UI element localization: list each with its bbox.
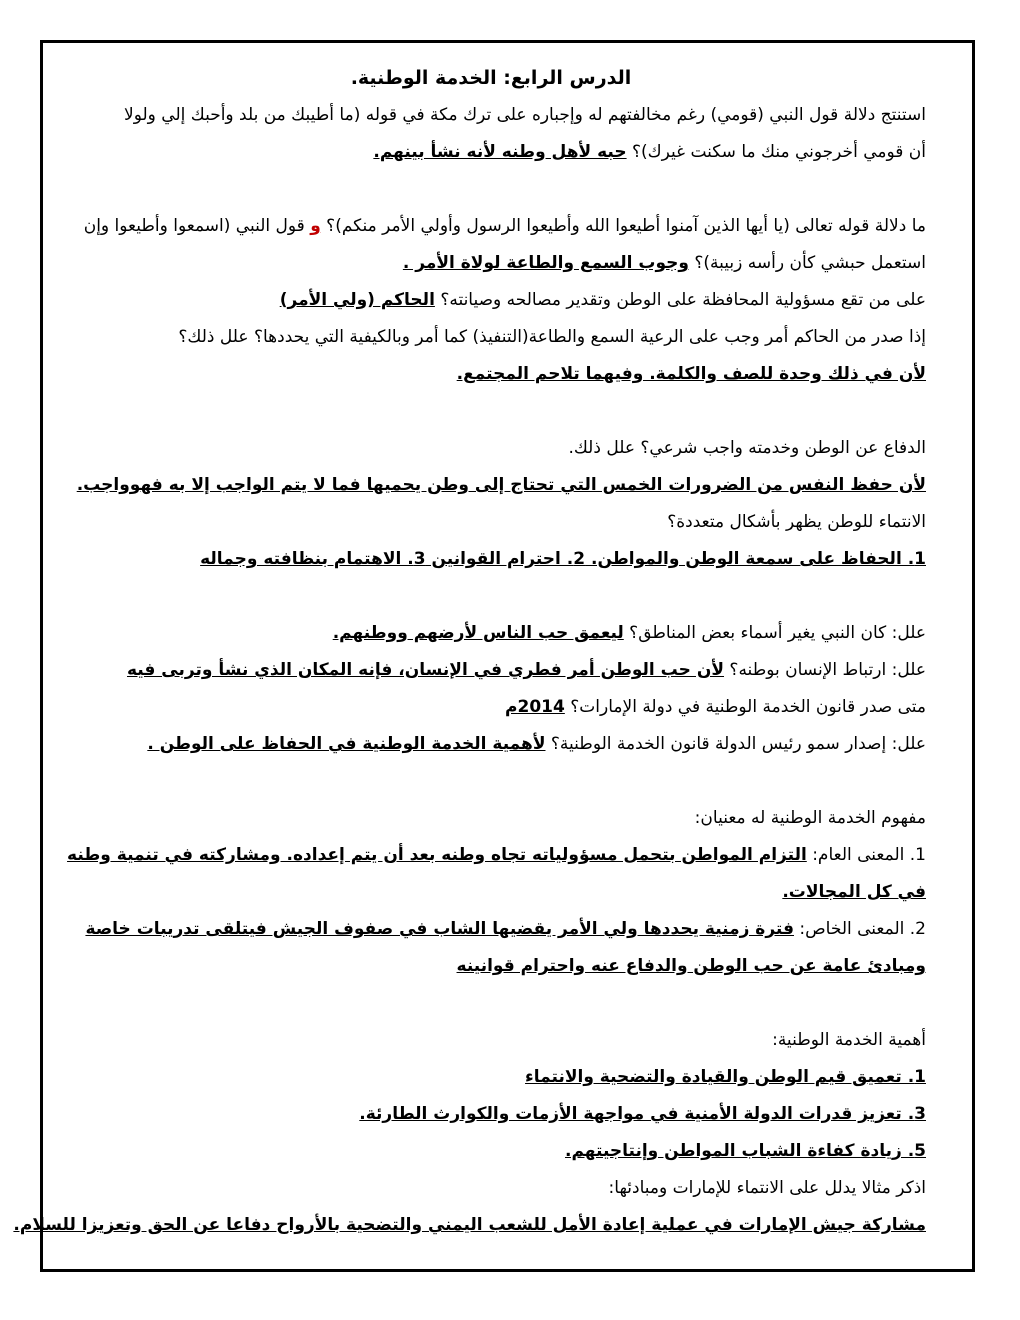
question-5-text: الدفاع عن الوطن وخدمته واجب شرعي؟ علل ذلك. [568,438,926,458]
question-2-line-2 [56,245,926,282]
question-2-line-1 [56,208,926,245]
question-4-text: إذا صدر من الحاكم أمر وجب على الرعية السمع والطاعة(التنفيذ) كما أمر وبالكيفية التي يحددها؟ علل ذلك؟ [178,327,926,347]
concept-general-label: 1. المعنى العام: [812,845,926,865]
question-6-answer-line [56,541,926,578]
question-7 [56,615,926,652]
question-2-conjunction: و [310,216,321,236]
concept-heading: مفهوم الخدمة الوطنية له معنيان: [694,808,926,828]
question-2-text: ما دلالة قوله تعالى (يا أيها الذين آمنوا أطيعوا الله وأطيعوا الرسول وأولي الأمر منكم)؟ [326,216,926,236]
question-4 [56,319,926,356]
question-3-text: على من تقع مسؤولية المحافظة على الوطن وتقدير مصالحه وصيانته؟ [440,290,926,310]
question-8-answer: لأن حب الوطن أمر فطري في الإنسان، فإنه المكان الذي نشأ وتربى فيه [127,660,725,680]
question-10 [56,726,926,763]
concept-special-answer: فترة زمنية يحددها ولي الأمر يقضيها الشاب في صفوف الجيش فيتلقى تدريبات خاصة ومبادئ عامة عن حب الوطن والدفاع عنه واحترام قوانينه [85,919,926,976]
question-8 [56,652,926,689]
question-3 [56,282,926,319]
question-4-answer: لأن في ذلك وحدة للصف والكلمة. وفيهما تلاحم المجتمع. [456,364,926,384]
question-5-answer-line [56,467,926,504]
spacer [56,578,926,615]
question-5-answer: لأن حفظ النفس من الضرورات الخمس التي تحتاج إلى وطن يحميها فما لا يتم الواجب إلا به فهوواجب. [76,475,926,495]
question-10-text: علل: إصدار سمو رئيس الدولة قانون الخدمة الوطنية؟ [550,734,926,754]
lesson-content [13,60,926,1244]
question-1-text: استنتج دلالة قول النبي (قومي) رغم مخالفتهم له وإجباره على ترك مكة في قوله (ما أطيبك من بلد وأحبك إلي ولولا [124,105,926,125]
question-8-text: علل: ارتباط الإنسان بوطنه؟ [729,660,926,680]
importance-item: 5. زيادة كفاءة الشباب المواطن وإنتاجيتهم. [565,1141,926,1161]
importance-item: 3. تعزيز قدرات الدولة الأمنية في مواجهة الأزمات والكوارث الطارئة. [359,1104,926,1124]
question-4-answer-line [56,356,926,393]
question-5 [56,430,926,467]
question-10-answer: لأهمية الخدمة الوطنية في الحفاظ على الوطن . [147,734,546,754]
question-2-text-b: قول النبي (اسمعوا وأطيعوا وإن [83,216,305,236]
question-9-text: متى صدر قانون الخدمة الوطنية في دولة الإمارات؟ [570,697,926,717]
concept-special-label: 2. المعنى الخاص: [799,919,926,939]
question-9 [56,689,926,726]
question-1-line-1 [56,97,926,134]
question-6-answer: 1. الحفاظ على سمعة الوطن والمواطن. 2. احترام القوانين 3. الاهتمام بنظافته وجماله [200,549,926,569]
concept-special [56,911,926,985]
question-2-text-cont: استعمل حبشي كأن رأسه زبيبة)؟ [694,253,926,273]
question-6-text: الانتماء للوطن يظهر بأشكال متعددة؟ [667,512,926,532]
importance-item: 1. تعميق قيم الوطن والقيادة والتضحية والانتماء [525,1067,926,1087]
concept-general [56,837,926,911]
question-3-answer: الحاكم (ولي الأمر) [279,290,435,310]
question-2-answer: وجوب السمع والطاعة لولاة الأمر . [402,253,689,273]
spacer [56,171,926,208]
concept-general-answer: التزام المواطن بتحمل مسؤولياته تجاه وطنه بعد أن يتم إعداده. ومشاركته في تنمية وطنه في كل المجالات. [67,845,926,902]
question-1-line-2 [56,134,926,171]
question-7-answer: ليعمق حب الناس لأرضهم ووطنهم. [332,623,624,643]
question-7-text: علل: كان النبي يغير أسماء بعض المناطق؟ [629,623,926,643]
question-1-answer: حبه لأهل وطنه لأنه نشأ بينهم. [373,142,627,162]
question-6 [56,504,926,541]
importance-heading: أهمية الخدمة الوطنية: [772,1030,926,1050]
spacer [56,763,926,800]
spacer [56,985,926,1022]
lesson-title: الدرس الرابع: الخدمة الوطنية. [350,67,632,89]
example-answer: مشاركة جيش الإمارات في عملية إعادة الأمل للشعب اليمني والتضحية بالأرواح دفاعا عن الحق وتعزيزا للسلام. [13,1215,926,1235]
example-question: اذكر مثالا يدلل على الانتماء للإمارات ومبادئها: [608,1178,926,1198]
question-1-text-cont: أن قومي أخرجوني منك ما سكنت غيرك)؟ [632,142,926,162]
spacer [56,393,926,430]
question-9-answer: 2014م [505,697,565,717]
